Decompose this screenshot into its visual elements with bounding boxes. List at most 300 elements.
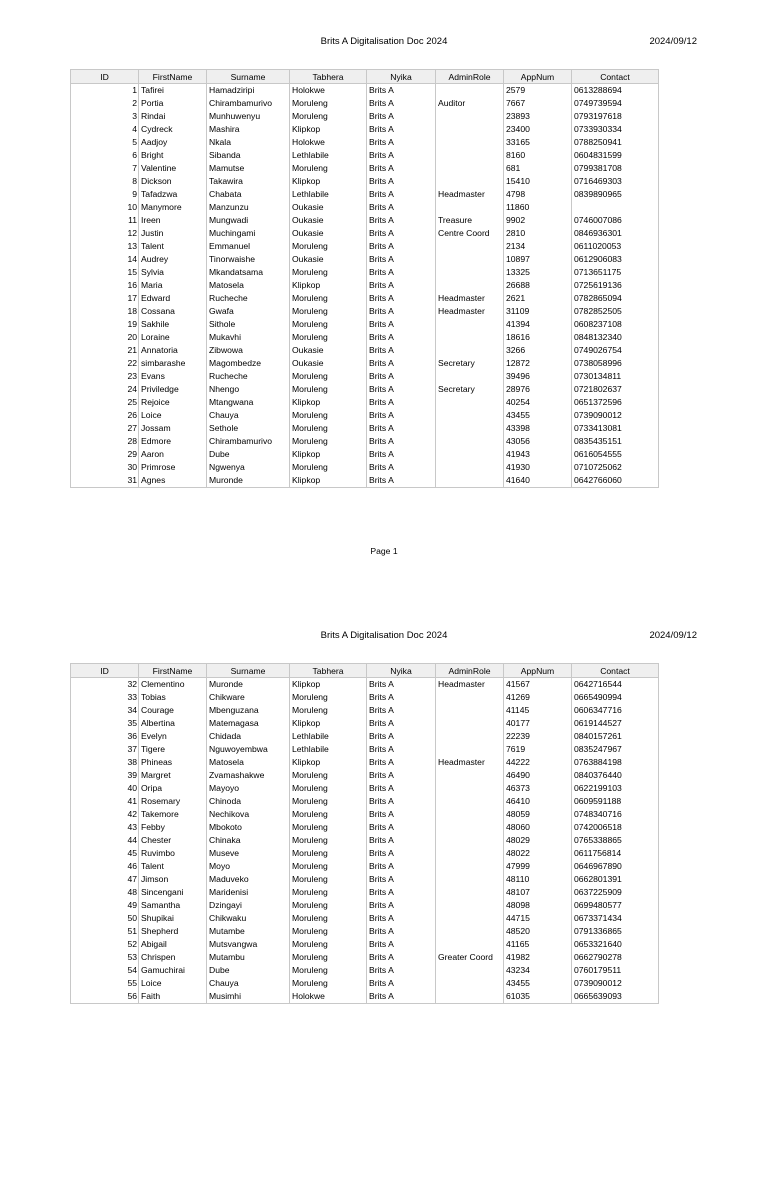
cell-app-num: 26688 [504,279,572,292]
cell-id: 1 [71,84,139,98]
cell-admin-role [436,808,504,821]
cell-app-num: 22239 [504,730,572,743]
page-title: Brits A Digitalisation Doc 2024 [320,36,448,47]
cell-tabhera: Lethlabile [290,730,367,743]
cell-id: 34 [71,704,139,717]
cell-tabhera: Moruleng [290,370,367,383]
cell-id: 26 [71,409,139,422]
cell-app-num: 43455 [504,977,572,990]
cell-contact: 0653321640 [572,938,659,951]
cell-nyika: Brits A [367,188,436,201]
cell-contact: 0673371434 [572,912,659,925]
cell-tabhera: Oukasie [290,201,367,214]
cell-app-num: 39496 [504,370,572,383]
cell-app-num: 8160 [504,149,572,162]
cell-app-num: 48110 [504,873,572,886]
cell-app-num: 48107 [504,886,572,899]
cell-tabhera: Klipkop [290,474,367,488]
cell-first-name: Talent [139,860,207,873]
cell-surname: Gwafa [207,305,290,318]
cell-contact [572,201,659,214]
cell-id: 9 [71,188,139,201]
column-header-admin-role: AdminRole [436,70,504,84]
table-row [71,162,659,175]
cell-surname: Museve [207,847,290,860]
column-header-surname: Surname [207,70,290,84]
cell-nyika: Brits A [367,808,436,821]
cell-tabhera: Lethlabile [290,188,367,201]
page-title: Brits A Digitalisation Doc 2024 [320,630,448,641]
cell-contact: 0748340716 [572,808,659,821]
cell-app-num: 46410 [504,795,572,808]
cell-nyika: Brits A [367,756,436,769]
cell-contact: 0733413081 [572,422,659,435]
cell-id: 55 [71,977,139,990]
table-row [71,409,659,422]
cell-tabhera: Oukasie [290,227,367,240]
cell-first-name: simbarashe [139,357,207,370]
cell-contact: 0848132340 [572,331,659,344]
cell-first-name: Gamuchirai [139,964,207,977]
table-row [71,201,659,214]
cell-surname: Chirambamurivo [207,435,290,448]
cell-admin-role [436,149,504,162]
cell-nyika: Brits A [367,344,436,357]
table-row [71,448,659,461]
cell-admin-role [436,886,504,899]
cell-nyika: Brits A [367,899,436,912]
cell-nyika: Brits A [367,951,436,964]
cell-nyika: Brits A [367,136,436,149]
cell-app-num: 43056 [504,435,572,448]
cell-nyika: Brits A [367,847,436,860]
cell-tabhera: Oukasie [290,357,367,370]
cell-nyika: Brits A [367,175,436,188]
cell-admin-role [436,912,504,925]
cell-app-num: 46373 [504,782,572,795]
table-row [71,370,659,383]
cell-admin-role [436,769,504,782]
cell-tabhera: Holokwe [290,990,367,1004]
cell-first-name: Bright [139,149,207,162]
cell-nyika: Brits A [367,795,436,808]
cell-app-num: 11860 [504,201,572,214]
cell-app-num: 2810 [504,227,572,240]
cell-id: 27 [71,422,139,435]
cell-tabhera: Moruleng [290,977,367,990]
cell-id: 24 [71,383,139,396]
table-row [71,84,659,98]
table-row [71,821,659,834]
cell-tabhera: Moruleng [290,873,367,886]
table-row [71,756,659,769]
table-row [71,782,659,795]
cell-nyika: Brits A [367,253,436,266]
table-row [71,808,659,821]
cell-tabhera: Moruleng [290,162,367,175]
cell-nyika: Brits A [367,860,436,873]
cell-first-name: Sylvia [139,266,207,279]
cell-contact: 0746007086 [572,214,659,227]
cell-first-name: Evelyn [139,730,207,743]
cell-contact: 0835435151 [572,435,659,448]
cell-admin-role [436,730,504,743]
cell-nyika: Brits A [367,448,436,461]
cell-first-name: Loice [139,409,207,422]
cell-contact: 0840376440 [572,769,659,782]
cell-surname: Nguwoyembwa [207,743,290,756]
cell-admin-role: Greater Coord [436,951,504,964]
cell-admin-role: Auditor [436,97,504,110]
cell-tabhera: Moruleng [290,769,367,782]
cell-first-name: Portia [139,97,207,110]
cell-app-num: 23400 [504,123,572,136]
cell-contact: 0839890965 [572,188,659,201]
cell-contact: 0622199103 [572,782,659,795]
cell-surname: Dube [207,448,290,461]
cell-app-num: 23893 [504,110,572,123]
cell-admin-role [436,474,504,488]
cell-app-num: 9902 [504,214,572,227]
cell-tabhera: Moruleng [290,110,367,123]
cell-admin-role [436,84,504,98]
cell-id: 16 [71,279,139,292]
cell-surname: Munhuwenyu [207,110,290,123]
cell-nyika: Brits A [367,292,436,305]
cell-tabhera: Moruleng [290,925,367,938]
cell-id: 11 [71,214,139,227]
table-row [71,240,659,253]
cell-contact: 0749739594 [572,97,659,110]
cell-tabhera: Moruleng [290,331,367,344]
cell-id: 41 [71,795,139,808]
cell-admin-role [436,964,504,977]
cell-nyika: Brits A [367,704,436,717]
cell-id: 8 [71,175,139,188]
cell-id: 13 [71,240,139,253]
cell-id: 45 [71,847,139,860]
data-table [70,69,659,488]
cell-app-num: 41930 [504,461,572,474]
cell-contact: 0799381708 [572,162,659,175]
cell-nyika: Brits A [367,97,436,110]
cell-contact: 0710725062 [572,461,659,474]
cell-first-name: Manymore [139,201,207,214]
cell-nyika: Brits A [367,717,436,730]
cell-surname: Chauya [207,409,290,422]
cell-admin-role [436,266,504,279]
cell-surname: Maridenisi [207,886,290,899]
cell-id: 37 [71,743,139,756]
cell-first-name: Samantha [139,899,207,912]
cell-surname: Mayoyo [207,782,290,795]
cell-id: 47 [71,873,139,886]
cell-id: 12 [71,227,139,240]
cell-first-name: Shepherd [139,925,207,938]
column-header-surname: Surname [207,664,290,678]
cell-surname: Chauya [207,977,290,990]
cell-app-num: 44222 [504,756,572,769]
page-date: 2024/09/12 [649,36,697,47]
cell-first-name: Primrose [139,461,207,474]
cell-tabhera: Moruleng [290,461,367,474]
cell-contact: 0611020053 [572,240,659,253]
cell-nyika: Brits A [367,730,436,743]
cell-contact: 0637225909 [572,886,659,899]
cell-tabhera: Moruleng [290,821,367,834]
cell-surname: Mkandatsama [207,266,290,279]
cell-tabhera: Klipkop [290,396,367,409]
cell-first-name: Loice [139,977,207,990]
cell-nyika: Brits A [367,873,436,886]
cell-surname: Chabata [207,188,290,201]
cell-contact: 0713651175 [572,266,659,279]
cell-tabhera: Moruleng [290,97,367,110]
table-row [71,383,659,396]
cell-nyika: Brits A [367,279,436,292]
cell-admin-role [436,318,504,331]
cell-surname: Nhengo [207,383,290,396]
cell-admin-role [436,448,504,461]
cell-surname: Chikwaku [207,912,290,925]
cell-tabhera: Moruleng [290,834,367,847]
cell-admin-role [436,201,504,214]
cell-admin-role [436,162,504,175]
cell-contact: 0721802637 [572,383,659,396]
cell-contact: 0739090012 [572,409,659,422]
cell-app-num: 33165 [504,136,572,149]
table-row [71,730,659,743]
cell-id: 4 [71,123,139,136]
table-header-row [71,70,659,84]
cell-admin-role [436,344,504,357]
cell-nyika: Brits A [367,396,436,409]
cell-app-num: 48022 [504,847,572,860]
cell-contact: 0642766060 [572,474,659,488]
cell-admin-role: Secretary [436,383,504,396]
cell-app-num: 46490 [504,769,572,782]
cell-surname: Nkala [207,136,290,149]
cell-surname: Sithole [207,318,290,331]
table-row [71,279,659,292]
table-row [71,886,659,899]
cell-id: 53 [71,951,139,964]
cell-nyika: Brits A [367,925,436,938]
table-row [71,860,659,873]
cell-contact: 0730134811 [572,370,659,383]
cell-surname: Mashira [207,123,290,136]
cell-first-name: Phineas [139,756,207,769]
cell-contact: 0646967890 [572,860,659,873]
table-row [71,873,659,886]
table-row [71,834,659,847]
cell-first-name: Margret [139,769,207,782]
cell-admin-role [436,834,504,847]
cell-nyika: Brits A [367,227,436,240]
cell-surname: Mamutse [207,162,290,175]
cell-app-num: 43398 [504,422,572,435]
cell-admin-role [436,435,504,448]
cell-admin-role [436,782,504,795]
cell-id: 20 [71,331,139,344]
cell-nyika: Brits A [367,938,436,951]
cell-id: 19 [71,318,139,331]
cell-app-num: 41567 [504,678,572,692]
cell-id: 10 [71,201,139,214]
cell-surname: Tinorwaishe [207,253,290,266]
cell-contact: 0846936301 [572,227,659,240]
cell-tabhera: Moruleng [290,409,367,422]
cell-id: 48 [71,886,139,899]
cell-id: 35 [71,717,139,730]
cell-surname: Mbokoto [207,821,290,834]
cell-first-name: Abigail [139,938,207,951]
cell-nyika: Brits A [367,357,436,370]
cell-admin-role [436,331,504,344]
cell-admin-role [436,938,504,951]
cell-tabhera: Moruleng [290,847,367,860]
cell-app-num: 61035 [504,990,572,1004]
cell-app-num: 12872 [504,357,572,370]
cell-app-num: 7619 [504,743,572,756]
cell-tabhera: Klipkop [290,175,367,188]
cell-tabhera: Moruleng [290,422,367,435]
cell-admin-role: Headmaster [436,678,504,692]
cell-nyika: Brits A [367,123,436,136]
cell-id: 28 [71,435,139,448]
cell-surname: Moyo [207,860,290,873]
table-row [71,474,659,488]
table-row [71,97,659,110]
cell-id: 31 [71,474,139,488]
cell-tabhera: Moruleng [290,860,367,873]
cell-contact: 0642716544 [572,678,659,692]
cell-id: 54 [71,964,139,977]
cell-first-name: Cossana [139,305,207,318]
cell-app-num: 44715 [504,912,572,925]
cell-first-name: Jossam [139,422,207,435]
cell-surname: Chikware [207,691,290,704]
cell-admin-role [436,253,504,266]
cell-first-name: Maria [139,279,207,292]
cell-surname: Chirambamurivo [207,97,290,110]
table-row [71,847,659,860]
cell-id: 6 [71,149,139,162]
column-header-id: ID [71,664,139,678]
cell-first-name: Justin [139,227,207,240]
cell-tabhera: Moruleng [290,951,367,964]
cell-first-name: Ruvimbo [139,847,207,860]
cell-contact: 0840157261 [572,730,659,743]
cell-nyika: Brits A [367,409,436,422]
cell-first-name: Faith [139,990,207,1004]
cell-contact: 0608237108 [572,318,659,331]
cell-nyika: Brits A [367,266,436,279]
cell-app-num: 13325 [504,266,572,279]
cell-nyika: Brits A [367,318,436,331]
column-header-tabhera: Tabhera [290,664,367,678]
cell-tabhera: Moruleng [290,435,367,448]
cell-app-num: 43455 [504,409,572,422]
cell-tabhera: Moruleng [290,691,367,704]
cell-surname: Mungwadi [207,214,290,227]
cell-admin-role [436,847,504,860]
table-row [71,951,659,964]
cell-id: 51 [71,925,139,938]
table-row [71,899,659,912]
cell-first-name: Aadjoy [139,136,207,149]
cell-contact: 0782852505 [572,305,659,318]
cell-app-num: 47999 [504,860,572,873]
cell-id: 21 [71,344,139,357]
table-row [71,925,659,938]
cell-first-name: Tafirei [139,84,207,98]
cell-app-num: 41982 [504,951,572,964]
cell-first-name: Valentine [139,162,207,175]
cell-surname: Magombedze [207,357,290,370]
table-row [71,964,659,977]
cell-nyika: Brits A [367,461,436,474]
cell-surname: Chinaka [207,834,290,847]
cell-tabhera: Klipkop [290,448,367,461]
cell-admin-role: Treasure [436,214,504,227]
table-row [71,292,659,305]
cell-first-name: Rosemary [139,795,207,808]
cell-tabhera: Moruleng [290,808,367,821]
cell-tabhera: Moruleng [290,305,367,318]
cell-admin-role [436,795,504,808]
cell-contact: 0835247967 [572,743,659,756]
cell-id: 7 [71,162,139,175]
cell-surname: Muronde [207,678,290,692]
cell-contact: 0606347716 [572,704,659,717]
column-header-nyika: Nyika [367,664,436,678]
cell-first-name: Sakhile [139,318,207,331]
cell-first-name: Febby [139,821,207,834]
cell-first-name: Annatoria [139,344,207,357]
cell-app-num: 48029 [504,834,572,847]
cell-surname: Ngwenya [207,461,290,474]
cell-admin-role: Secretary [436,357,504,370]
cell-admin-role [436,461,504,474]
cell-tabhera: Oukasie [290,214,367,227]
cell-surname: Matemagasa [207,717,290,730]
cell-tabhera: Moruleng [290,240,367,253]
cell-id: 32 [71,678,139,692]
cell-nyika: Brits A [367,149,436,162]
cell-contact: 0619144527 [572,717,659,730]
cell-app-num: 41394 [504,318,572,331]
cell-admin-role: Headmaster [436,292,504,305]
table-row [71,704,659,717]
cell-id: 5 [71,136,139,149]
cell-tabhera: Klipkop [290,123,367,136]
cell-id: 42 [71,808,139,821]
cell-id: 2 [71,97,139,110]
cell-admin-role: Centre Coord [436,227,504,240]
cell-surname: Mutambu [207,951,290,964]
cell-id: 49 [71,899,139,912]
table-row [71,357,659,370]
table-row [71,717,659,730]
cell-id: 3 [71,110,139,123]
table-row [71,253,659,266]
column-header-nyika: Nyika [367,70,436,84]
cell-admin-role [436,704,504,717]
column-header-tabhera: Tabhera [290,70,367,84]
cell-surname: Chinoda [207,795,290,808]
cell-app-num: 2579 [504,84,572,98]
